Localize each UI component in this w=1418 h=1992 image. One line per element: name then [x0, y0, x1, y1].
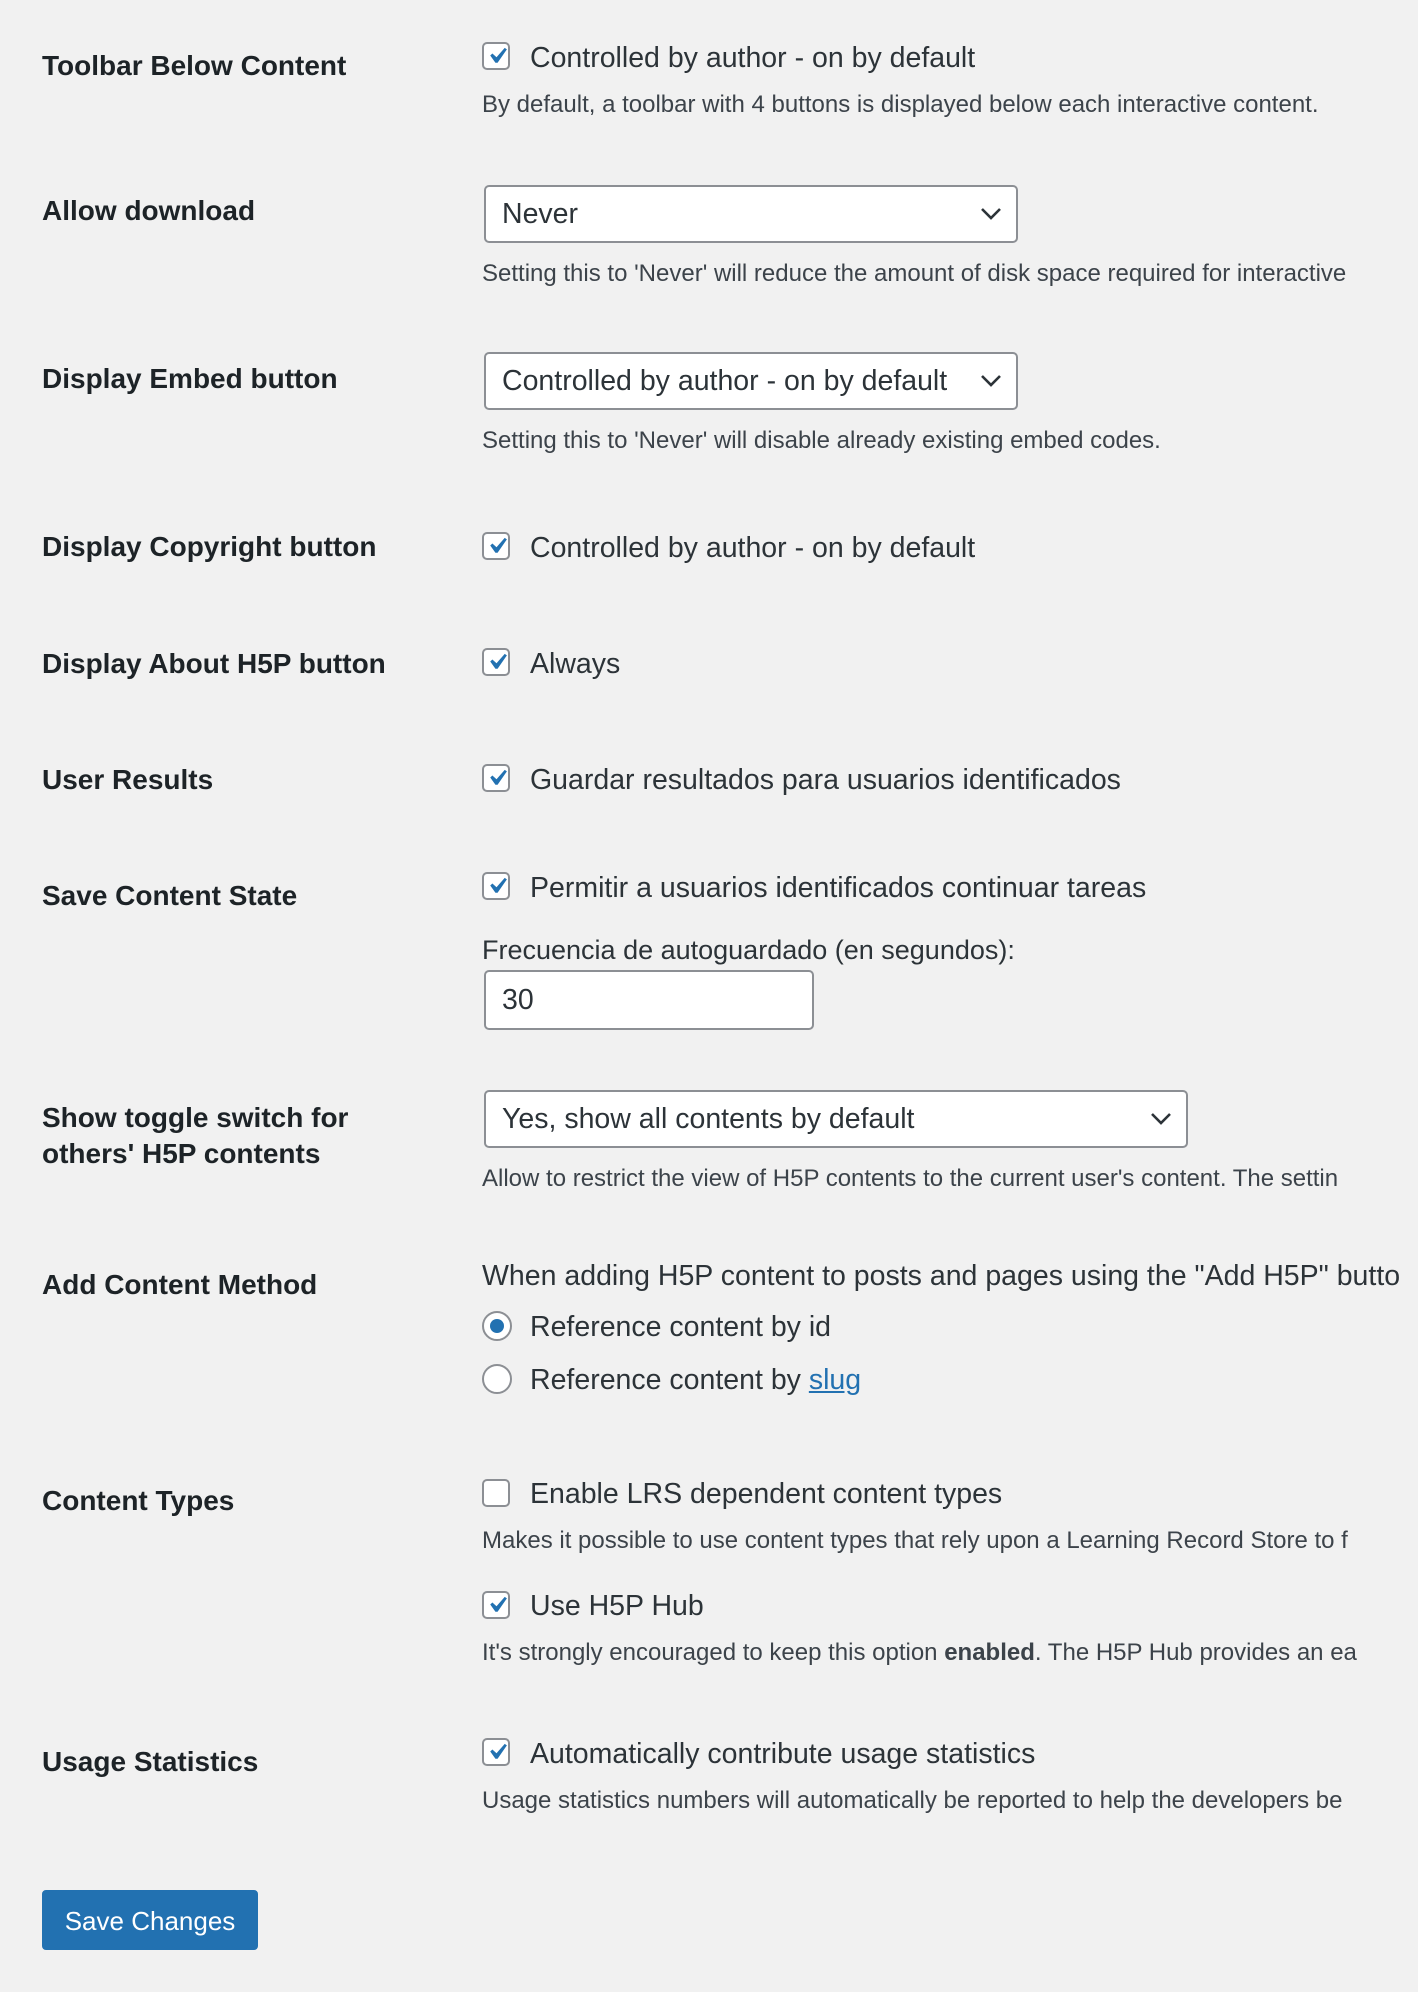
checkmark-icon	[481, 530, 513, 562]
display-about-label: Display About H5P button	[42, 648, 386, 679]
user-results-label: User Results	[42, 764, 214, 795]
hub-desc-bold: enabled	[944, 1639, 1035, 1666]
reference-by-slug-radio[interactable]	[482, 1364, 512, 1394]
display-about-option-label: Always	[530, 648, 621, 680]
hub-desc-after: . The H5P Hub provides an ea	[1034, 1639, 1357, 1666]
checkmark-icon	[481, 646, 513, 678]
checkmark-icon	[481, 1736, 513, 1768]
slug-link[interactable]: slug	[808, 1364, 862, 1396]
use-h5p-hub-checkbox[interactable]	[482, 1591, 510, 1619]
display-embed-select[interactable]	[484, 352, 1018, 410]
toolbar-below-content-label: Toolbar Below Content	[42, 50, 347, 81]
checkmark-icon	[481, 762, 513, 794]
save-changes-button[interactable]: Save Changes	[42, 1890, 258, 1950]
toolbar-below-content-description: By default, a toolbar with 4 buttons is displayed below each interactive content.	[482, 91, 1319, 118]
checkmark-icon	[481, 40, 513, 72]
hub-desc-before: It's strongly encouraged to keep this option	[482, 1639, 945, 1666]
enable-lrs-checkbox[interactable]	[482, 1479, 510, 1507]
autosave-frequency-input[interactable]	[484, 970, 814, 1030]
usage-statistics-option-label: Automatically contribute usage statistics	[530, 1738, 1036, 1770]
usage-statistics-description: Usage statistics numbers will automatically be reported to help the developers be	[482, 1787, 1343, 1814]
enable-lrs-label: Enable LRS dependent content types	[530, 1478, 1003, 1510]
display-about-checkbox[interactable]	[482, 648, 510, 676]
display-copyright-label: Display Copyright button	[42, 531, 377, 562]
use-h5p-hub-description	[482, 1637, 1357, 1669]
chevron-down-icon	[980, 206, 1002, 222]
content-types-label: Content Types	[42, 1485, 235, 1516]
toolbar-below-content-checkbox[interactable]	[482, 42, 510, 70]
enable-lrs-description: Makes it possible to use content types that rely upon a Learning Record Store to f	[482, 1527, 1348, 1554]
toolbar-below-content-option-label: Controlled by author - on by default	[530, 42, 976, 74]
toggle-switch-label-line2: others' H5P contents	[42, 1138, 321, 1169]
add-content-method-intro: When adding H5P content to posts and pages using the "Add H5P" butto	[482, 1260, 1401, 1292]
checkmark-icon	[481, 870, 513, 902]
reference-by-id-label: Reference content by id	[530, 1311, 832, 1343]
chevron-down-icon	[980, 373, 1002, 389]
display-embed-label: Display Embed button	[42, 363, 338, 394]
allow-download-select[interactable]	[484, 185, 1018, 243]
allow-download-selected-value: Never	[502, 198, 579, 230]
display-copyright-checkbox[interactable]	[482, 532, 510, 560]
save-content-state-checkbox[interactable]	[482, 872, 510, 900]
add-content-method-label: Add Content Method	[42, 1269, 318, 1300]
allow-download-description: Setting this to 'Never' will reduce the amount of disk space required for interactive	[482, 260, 1347, 287]
allow-download-label: Allow download	[42, 195, 256, 226]
toggle-switch-select[interactable]	[484, 1090, 1188, 1148]
user-results-checkbox[interactable]	[482, 764, 510, 792]
display-embed-description: Setting this to 'Never' will disable already existing embed codes.	[482, 427, 1161, 454]
user-results-option-label: Guardar resultados para usuarios identificados	[530, 764, 1121, 796]
autosave-frequency-label: Frecuencia de autoguardado (en segundos):	[482, 935, 1015, 965]
display-copyright-option-label: Controlled by author - on by default	[530, 532, 976, 564]
reference-by-slug-label	[530, 1362, 861, 1398]
toggle-switch-label-line1: Show toggle switch for	[42, 1102, 349, 1133]
radio-selected-dot	[490, 1319, 504, 1333]
usage-statistics-checkbox[interactable]	[482, 1738, 510, 1766]
reference-by-id-radio[interactable]	[482, 1311, 512, 1341]
usage-statistics-label: Usage Statistics	[42, 1746, 259, 1777]
save-content-state-label: Save Content State	[42, 880, 298, 911]
checkmark-icon	[481, 1589, 513, 1621]
toggle-switch-selected-value: Yes, show all contents by default	[502, 1103, 915, 1135]
chevron-down-icon	[1150, 1111, 1172, 1127]
use-h5p-hub-label: Use H5P Hub	[530, 1590, 704, 1622]
display-embed-selected-value: Controlled by author - on by default	[502, 365, 948, 397]
save-content-state-option-label: Permitir a usuarios identificados continuar tareas	[530, 872, 1147, 904]
reference-by-slug-prefix: Reference content by	[530, 1364, 809, 1396]
toggle-switch-description: Allow to restrict the view of H5P contents to the current user's content. The settin	[482, 1165, 1339, 1192]
